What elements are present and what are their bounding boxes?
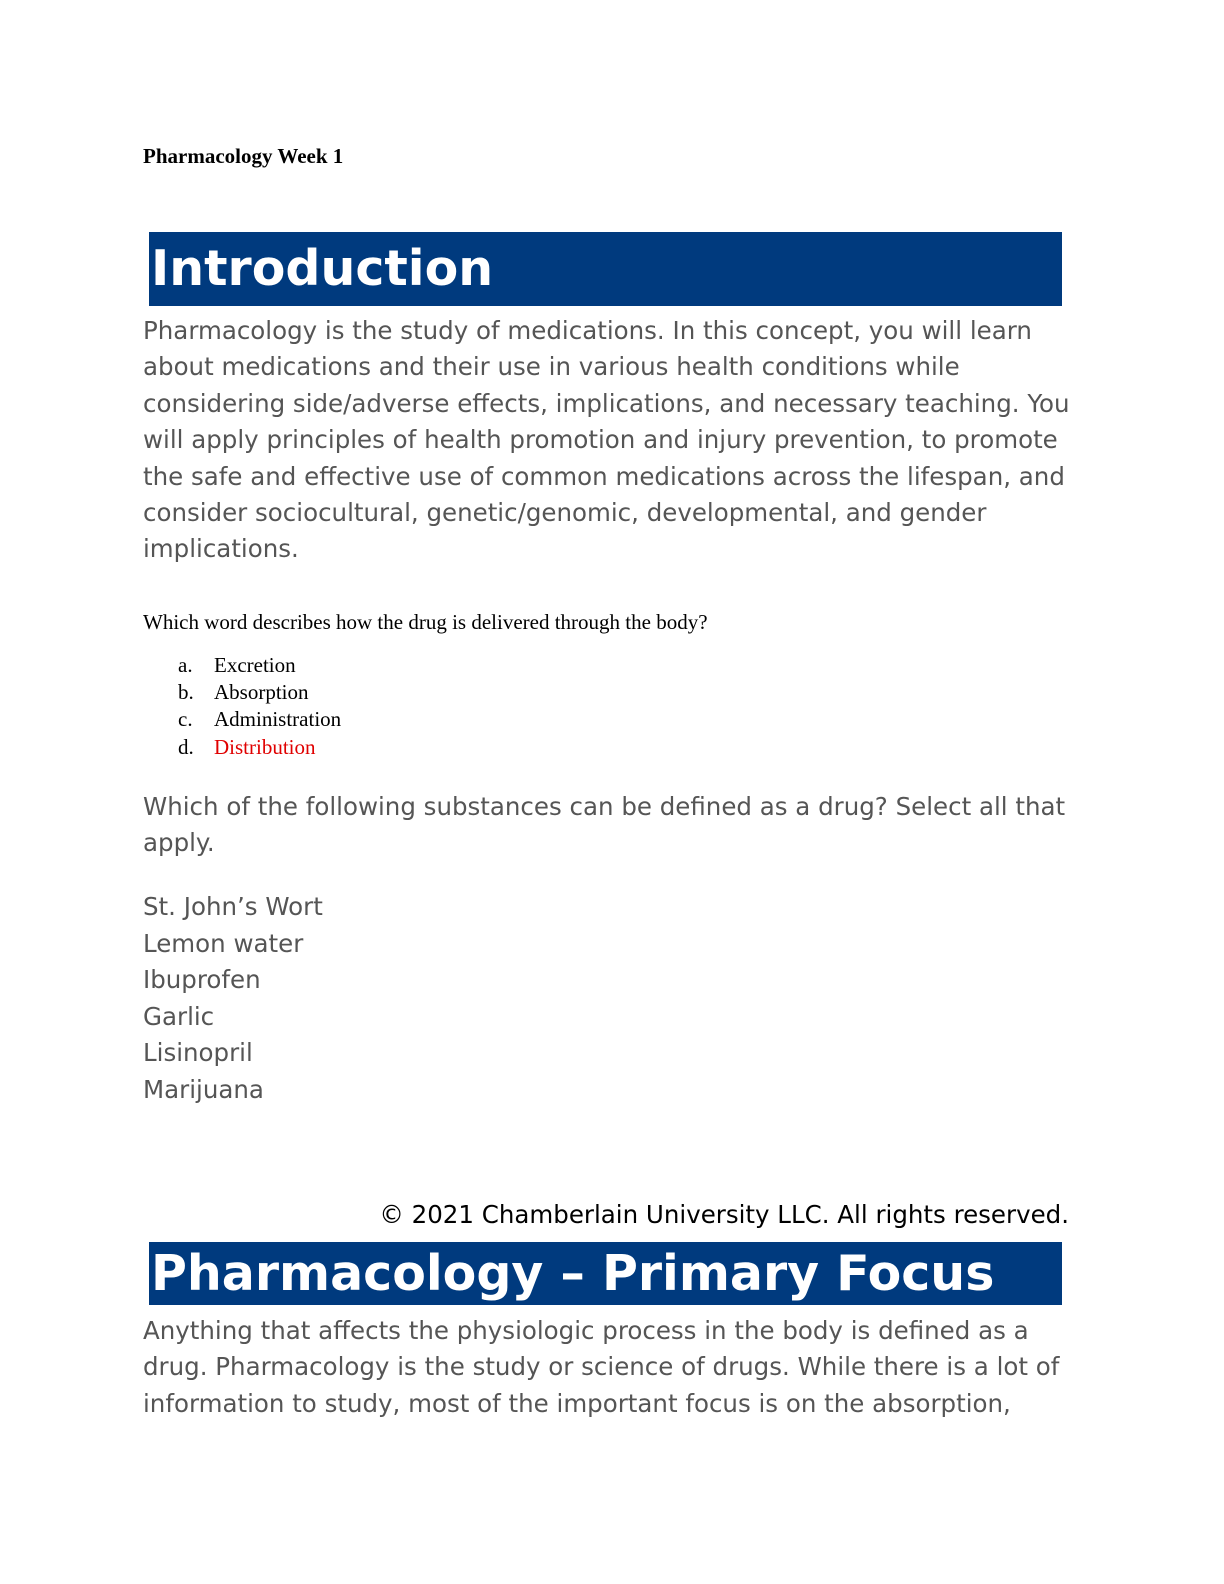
list-item: Ibuprofen <box>143 965 261 995</box>
list-item: Garlic <box>143 1001 215 1031</box>
option-b <box>178 679 341 706</box>
option-a <box>178 652 341 679</box>
substance-list <box>143 889 323 1109</box>
copyright-notice: © 2021 Chamberlain University LLC. All rights reserved. <box>379 1200 1069 1229</box>
question-1-options <box>178 652 341 761</box>
option-text: Administration <box>214 707 342 732</box>
introduction-paragraph: Pharmacology is the study of medications. In this concept, you will learn about medications and their use in various health conditions while considering side/adverse effects, implications, and necessary teaching. You will apply principles of health promotion and injury prevention, to promote the safe and effective use of common medications across the lifespan, and consider sociocultural, genetic/genomic, developmental, and gender implications. <box>143 316 1070 564</box>
option-d-answer <box>178 734 341 761</box>
primary-focus-paragraph: Anything that affects the physiologic process in the body is defined as a drug. Pharmacology is the study or science of drugs. While there is a lot of information to study, most of the important focus is on the absorption, <box>143 1316 1060 1418</box>
list-item: Marijuana <box>143 1074 264 1104</box>
option-c <box>178 706 341 733</box>
list-item: Lisinopril <box>143 1038 253 1068</box>
option-marker: b. <box>178 680 194 705</box>
option-marker: c. <box>178 707 193 732</box>
primary-focus-heading: Pharmacology – Primary Focus <box>149 1242 1062 1305</box>
option-text-answer: Distribution <box>214 734 316 759</box>
option-marker: a. <box>178 653 193 677</box>
document-title: Pharmacology Week 1 <box>143 144 344 168</box>
option-text: Excretion <box>214 653 296 677</box>
question-2-text: Which of the following substances can be defined as a drug? Select all that apply. <box>143 792 1066 858</box>
option-text: Absorption <box>214 680 309 705</box>
option-marker: d. <box>178 734 194 759</box>
introduction-heading: Introduction <box>149 232 1062 306</box>
question-1-text: Which word describes how the drug is delivered through the body? <box>143 610 708 634</box>
list-item: St. John’s Wort <box>143 892 323 921</box>
list-item: Lemon water <box>143 928 304 958</box>
